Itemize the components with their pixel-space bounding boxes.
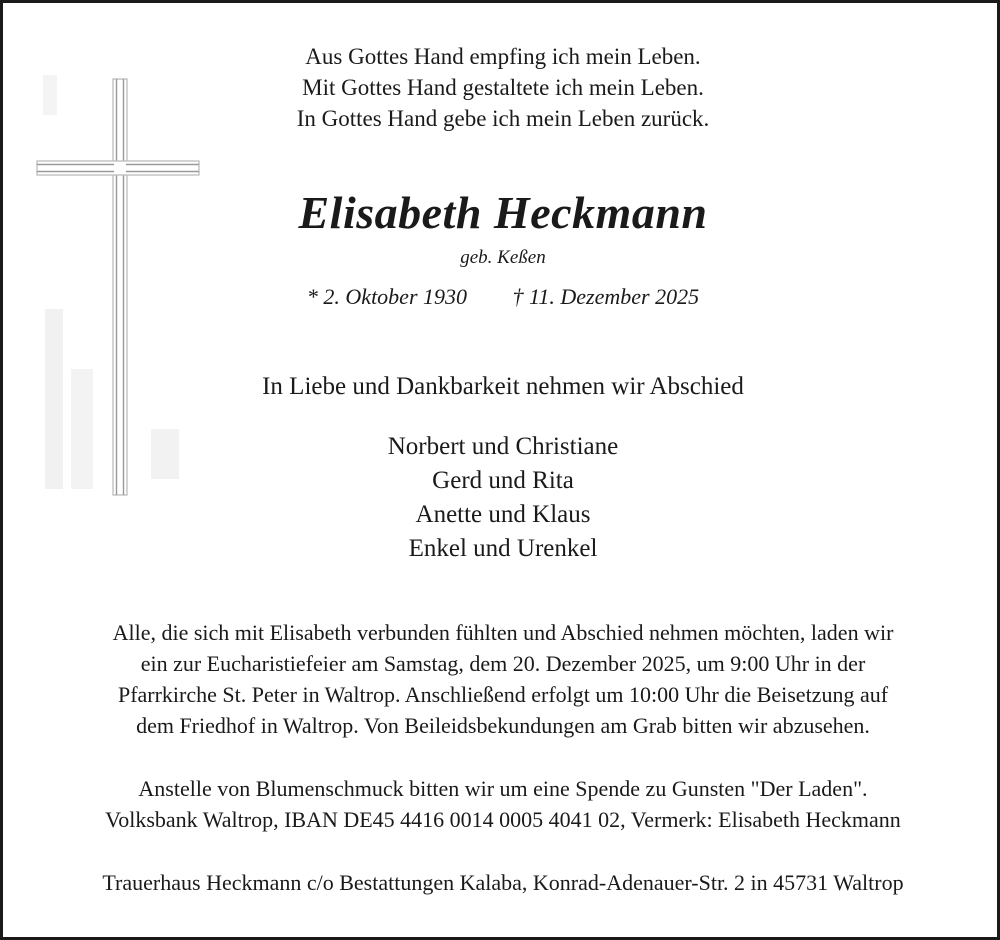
mourner-item: Norbert und Christiane xyxy=(387,433,619,460)
deceased-name: Elisabeth Heckmann xyxy=(298,187,708,238)
notice-line: Alle, die sich mit Elisabeth verbunden fühlten und Abschied nehmen möchten, laden wir xyxy=(112,620,894,645)
service-notice xyxy=(15,617,991,741)
maiden-name: geb. Keßen xyxy=(460,247,546,268)
motto-line: In Gottes Hand gebe ich mein Leben zurück. xyxy=(296,106,710,131)
death-date: † 11. Dezember 2025 xyxy=(512,284,700,309)
motto-line: Mit Gottes Hand gestaltete ich mein Leben. xyxy=(302,75,704,100)
notice-line: ein zur Eucharistiefeier am Samstag, dem 20. Dezember 2025, um 9:00 Uhr in der xyxy=(140,651,866,676)
mourning-house-address: Trauerhaus Heckmann c/o Bestattungen Kalaba, Konrad-Adenauer-Str. 2 in 45731 Waltrop xyxy=(102,870,904,895)
donation-notice xyxy=(11,773,995,835)
notice-line: Pfarrkirche St. Peter in Waltrop. Anschließend erfolgt um 10:00 Uhr die Beisetzung auf xyxy=(117,682,889,707)
motto xyxy=(3,41,1000,134)
birth-date: * 2. Oktober 1930 xyxy=(306,284,468,309)
donation-line: Anstelle von Blumenschmuck bitten wir um eine Spende zu Gunsten "Der Laden". xyxy=(138,776,868,801)
mourner-item: Gerd und Rita xyxy=(432,467,574,494)
farewell-text: In Liebe und Dankbarkeit nehmen wir Abschied xyxy=(262,373,744,400)
mourner-item: Enkel und Urenkel xyxy=(408,535,598,562)
life-dates xyxy=(3,282,1000,312)
donation-line: Volksbank Waltrop, IBAN DE45 4416 0014 0005 4041 02, Vermerk: Elisabeth Heckmann xyxy=(105,807,901,832)
motto-line: Aus Gottes Hand empfing ich mein Leben. xyxy=(305,44,701,69)
mourner-item: Anette und Klaus xyxy=(415,501,591,528)
mourners-list xyxy=(3,430,1000,566)
notice-line: dem Friedhof in Waltrop. Von Beileidsbekundungen am Grab bitten wir abzusehen. xyxy=(136,713,870,738)
